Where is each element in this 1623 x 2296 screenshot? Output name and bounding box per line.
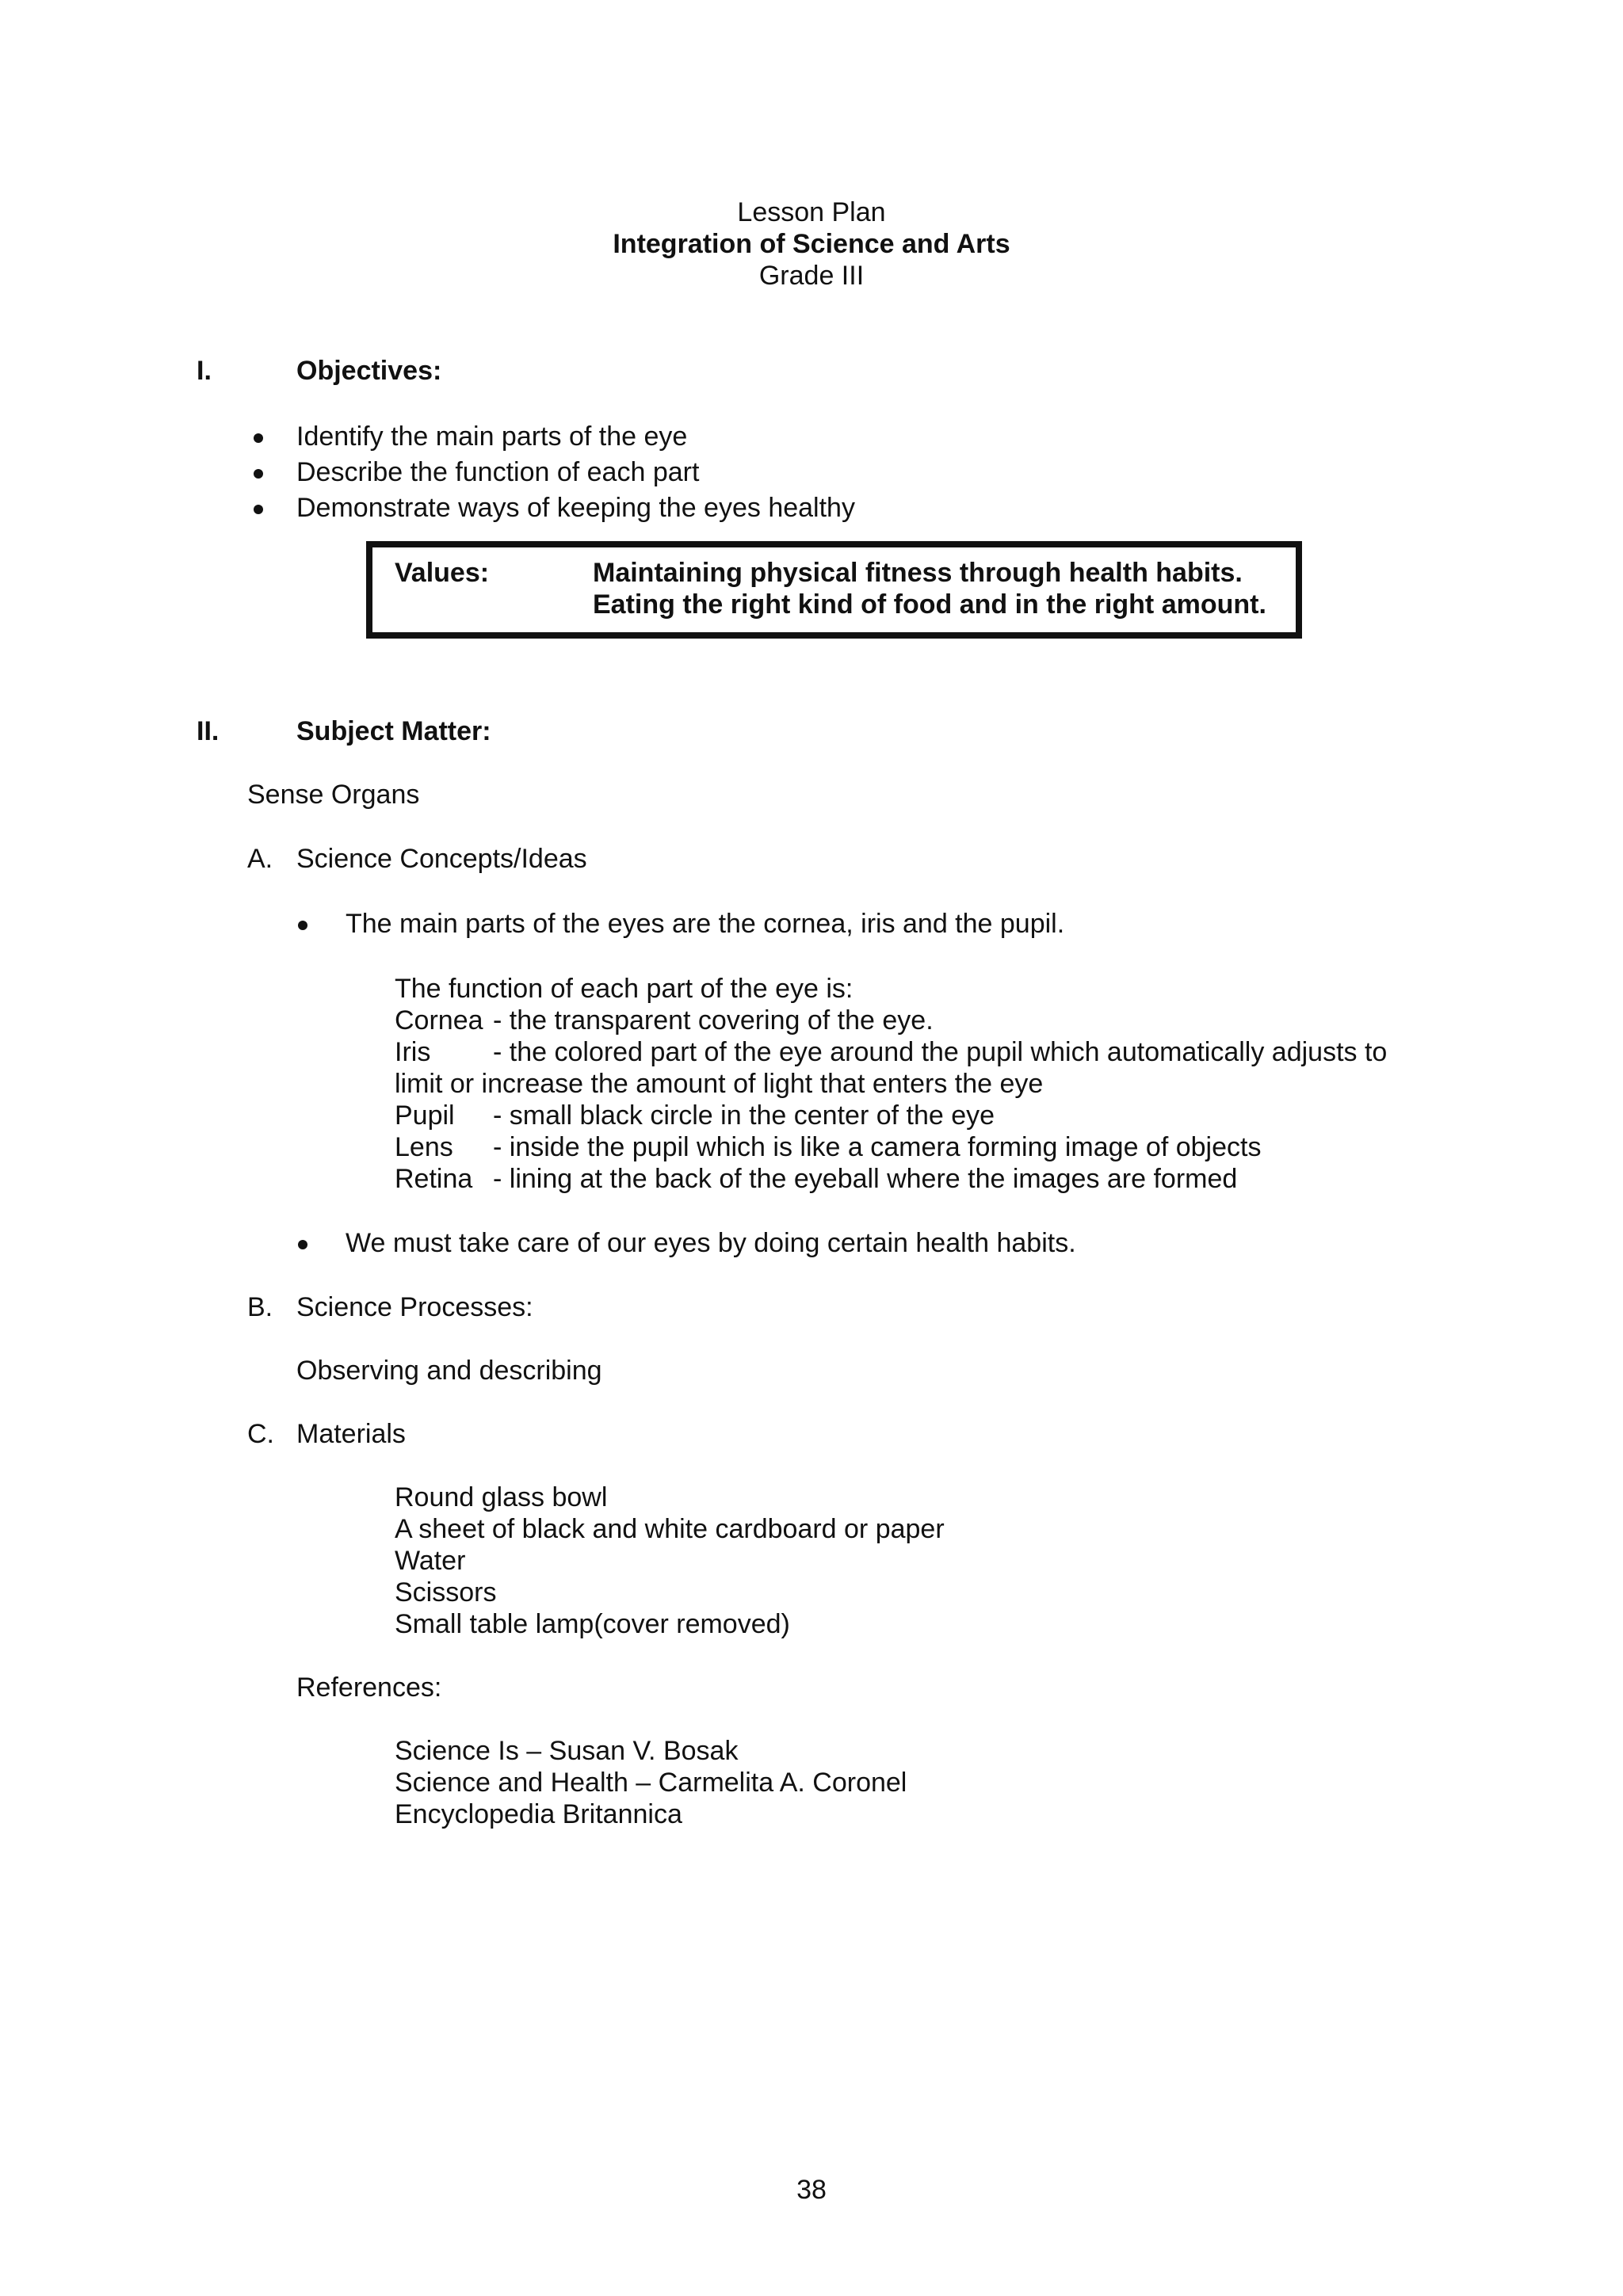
page-number: 38	[796, 2175, 827, 2205]
bullet-dot	[254, 505, 263, 514]
objectives-heading: Objectives:	[296, 356, 442, 386]
bullet-dot	[298, 921, 307, 930]
part-description: - small black circle in the center of the eye	[493, 1100, 995, 1131]
section-2-numeral: II.	[197, 716, 220, 746]
values-line: Maintaining physical fitness through health habits.	[593, 558, 1243, 588]
subsection-letter: C.	[247, 1419, 274, 1449]
subsection-letter: A.	[247, 844, 273, 874]
values-line: Eating the right kind of food and in the right amount.	[593, 589, 1266, 620]
material-item: Round glass bowl	[395, 1482, 608, 1512]
page-title: Integration of Science and Arts	[613, 229, 1010, 259]
material-item: Small table lamp(cover removed)	[395, 1609, 790, 1639]
functions-intro: The function of each part of the eye is:	[395, 974, 854, 1004]
objective-item: Describe the function of each part	[296, 457, 700, 487]
part-description: - the transparent covering of the eye.	[493, 1005, 934, 1035]
values-label: Values:	[395, 558, 490, 588]
subject-matter-heading: Subject Matter:	[296, 716, 491, 746]
grade-label: Grade III	[758, 261, 865, 291]
part-description: - inside the pupil which is like a camera forming image of objects	[493, 1132, 1262, 1162]
material-item: A sheet of black and white cardboard or paper	[395, 1514, 945, 1544]
part-term: Iris	[395, 1037, 431, 1067]
bullet-dot	[254, 469, 263, 479]
materials-heading: Materials	[296, 1419, 406, 1449]
bullet-dot	[298, 1240, 307, 1249]
concept-bullet: The main parts of the eyes are the cornea, iris and the pupil.	[346, 909, 1065, 939]
processes-heading: Science Processes:	[296, 1292, 533, 1322]
part-term: Pupil	[395, 1100, 455, 1131]
concepts-heading: Science Concepts/Ideas	[296, 844, 587, 874]
reference-item: Encyclopedia Britannica	[395, 1799, 682, 1829]
lesson-plan-label: Lesson Plan	[737, 197, 886, 227]
bullet-dot	[254, 433, 263, 443]
material-item: Water	[395, 1546, 466, 1576]
part-description: - the colored part of the eye around the pupil which automatically adjusts to	[493, 1037, 1388, 1067]
part-term: Lens	[395, 1132, 453, 1162]
objective-item: Demonstrate ways of keeping the eyes healthy	[296, 493, 855, 523]
part-description: - lining at the back of the eyeball where the images are formed	[493, 1164, 1238, 1194]
objective-item: Identify the main parts of the eye	[296, 421, 688, 452]
subsection-letter: B.	[247, 1292, 273, 1322]
part-description-continued: limit or increase the amount of light that enters the eye	[395, 1069, 1044, 1099]
references-heading: References:	[296, 1672, 442, 1703]
concept-bullet: We must take care of our eyes by doing certain health habits.	[346, 1228, 1076, 1258]
processes-text: Observing and describing	[296, 1356, 602, 1386]
topic-text: Sense Organs	[247, 780, 420, 810]
section-1-numeral: I.	[197, 356, 212, 386]
reference-item: Science and Health – Carmelita A. Coronel	[395, 1768, 907, 1798]
part-term: Retina	[395, 1164, 473, 1194]
reference-item: Science Is – Susan V. Bosak	[395, 1736, 739, 1766]
material-item: Scissors	[395, 1577, 497, 1608]
part-term: Cornea	[395, 1005, 483, 1035]
